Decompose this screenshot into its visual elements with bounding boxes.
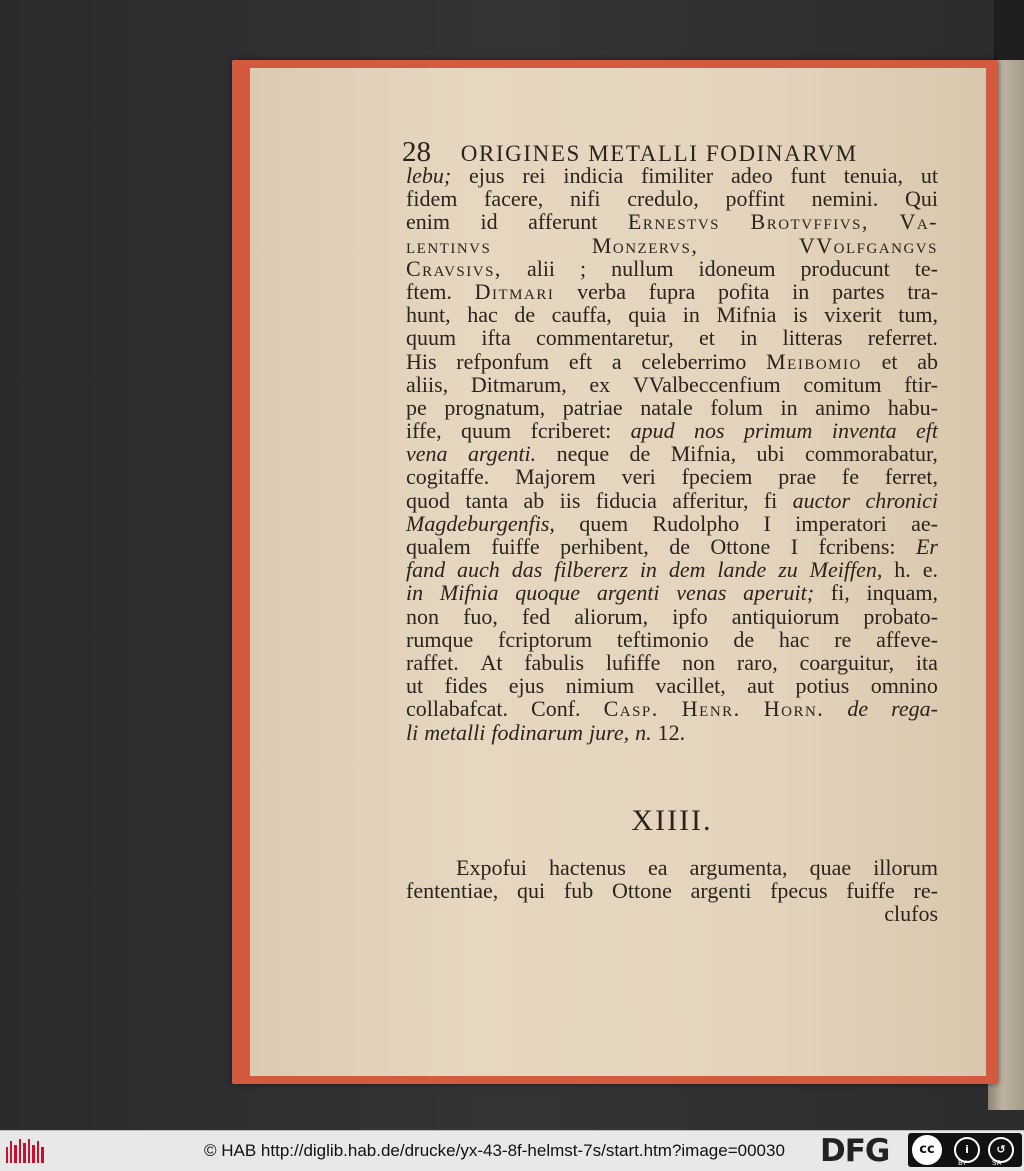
hab-logo-icon[interactable]	[6, 1137, 46, 1165]
word: indicia	[563, 163, 624, 188]
text-line	[406, 164, 938, 187]
word: Meiffen,	[809, 557, 883, 583]
word: ab	[917, 348, 938, 374]
word: commentaretur,	[535, 325, 674, 351]
word: dem	[668, 557, 706, 583]
word: hac	[778, 626, 810, 652]
text-line	[406, 605, 938, 628]
body-text	[406, 164, 938, 744]
word: credulo,	[627, 186, 699, 212]
word: Conf.	[531, 696, 581, 722]
word: chronici	[865, 487, 938, 513]
word: fi,	[830, 580, 850, 606]
word: pe	[406, 394, 427, 420]
word: patriae	[562, 394, 623, 420]
word: quum	[406, 325, 457, 351]
text-line	[406, 257, 938, 280]
text-line	[406, 373, 938, 396]
section-heading: XIIII.	[631, 804, 713, 837]
word: auctor	[792, 487, 851, 513]
section-text	[406, 856, 938, 926]
word: Qui	[904, 186, 938, 212]
word: fabulis	[524, 649, 585, 675]
word: funt	[790, 163, 826, 188]
viewer-footer	[0, 1130, 1024, 1171]
word: nullum	[611, 255, 674, 281]
word: non	[406, 603, 439, 629]
word: ftem.	[406, 278, 452, 304]
word: tanta	[465, 487, 509, 513]
word: ejus	[508, 673, 545, 699]
word: de	[733, 626, 755, 652]
word: nos	[694, 418, 725, 444]
word: ipfo	[672, 603, 708, 629]
word: fi	[763, 487, 778, 513]
text-line	[406, 210, 938, 233]
word: ejus	[469, 163, 505, 188]
page-number: 28	[402, 136, 431, 168]
word: qui	[517, 878, 546, 904]
word: Horn.	[763, 696, 825, 722]
word: fuo,	[463, 603, 498, 629]
word: facere,	[484, 186, 544, 212]
word: de	[514, 302, 536, 328]
dfg-logo[interactable]: DFG	[820, 1133, 890, 1169]
word: 12.	[657, 719, 686, 745]
word: Rudolpho	[652, 510, 740, 536]
word: n.	[635, 719, 652, 745]
word: prognatum,	[444, 394, 546, 420]
word: natale	[640, 394, 693, 420]
text-line	[406, 902, 938, 925]
word: probato-	[863, 603, 938, 629]
word: re-	[913, 878, 938, 904]
word: aliorum,	[574, 603, 649, 629]
text-line	[406, 721, 938, 744]
word: te-	[914, 255, 938, 281]
word: imperatori	[795, 510, 887, 536]
word: verba	[577, 278, 626, 304]
word: li	[406, 719, 419, 745]
word: raffet.	[406, 649, 459, 675]
text-line	[406, 856, 938, 879]
word: perhibent,	[560, 534, 649, 559]
word: VVolfgangvs	[798, 232, 938, 258]
running-title: ORIGINES METALLI FODINARVM	[460, 141, 858, 166]
word: ftir-	[904, 371, 938, 397]
word: zu	[778, 557, 798, 583]
word: adeo	[731, 163, 773, 188]
word: tra-	[907, 278, 938, 304]
text-line	[406, 350, 938, 373]
word: fed	[522, 603, 551, 629]
word: ;	[580, 255, 587, 281]
cc-license-badge[interactable]	[908, 1133, 1022, 1167]
word: inventa	[831, 418, 897, 444]
word: de	[629, 441, 651, 467]
word: lufiffe	[605, 649, 661, 675]
word: argumenta,	[689, 855, 788, 880]
word: hac	[467, 302, 498, 328]
text-line	[406, 651, 938, 674]
word: enim	[406, 209, 450, 235]
word: Ernestvs	[627, 209, 721, 235]
word: de	[847, 696, 869, 722]
word: illorum	[873, 855, 938, 880]
word: fe	[841, 464, 860, 490]
text-line	[406, 442, 938, 465]
word: quem	[579, 510, 629, 536]
word: in	[639, 557, 657, 583]
text-line	[406, 465, 938, 488]
word: quoque	[515, 580, 581, 606]
word: fpecus	[770, 878, 828, 904]
word: commorabatur,	[805, 441, 938, 467]
text-line	[406, 326, 938, 349]
word: folum	[710, 394, 763, 420]
word: prae	[778, 464, 817, 490]
word: nemini.	[811, 186, 879, 212]
word: apud	[630, 418, 675, 444]
word: fidem	[406, 186, 458, 212]
text-line	[406, 280, 938, 303]
word: rei	[522, 163, 546, 188]
word: ae-	[911, 510, 938, 536]
word: ubi	[756, 441, 785, 467]
text-line	[406, 558, 938, 581]
word: teftimonio	[616, 626, 709, 652]
word: fcribens:	[818, 534, 896, 559]
word: fcriptorum	[498, 626, 593, 652]
word: das	[511, 557, 543, 583]
word: fodinarum	[491, 719, 584, 745]
word: iffe,	[406, 418, 442, 444]
word: hactenus	[548, 855, 626, 880]
word: habu-	[887, 394, 938, 420]
word: antiquiorum	[731, 603, 840, 629]
word: refponfum	[456, 348, 550, 374]
word: lande	[717, 557, 767, 583]
word: rega-	[891, 696, 938, 722]
word: argenti	[596, 580, 660, 606]
word: ex	[589, 371, 611, 397]
word: Magdeburgenfis,	[406, 510, 555, 536]
word: in	[682, 302, 700, 328]
word: omnino	[870, 673, 938, 699]
word: ab	[523, 487, 545, 513]
book-binding	[994, 0, 1024, 60]
word: id	[480, 209, 498, 235]
text-line	[406, 419, 938, 442]
word: cogitaffe.	[406, 464, 490, 490]
word: fuiffe	[491, 534, 540, 559]
text-line	[406, 303, 938, 326]
text-line	[406, 581, 938, 604]
word: cauffa,	[551, 302, 612, 328]
word: in	[780, 394, 798, 420]
text-line	[406, 512, 938, 535]
word: neque	[556, 441, 610, 467]
share-alike-icon: ↺	[988, 1137, 1014, 1163]
footer-credit-link[interactable]: © HAB http://diglib.hab.de/drucke/yx-43-8f-helmst-7s/start.htm?image=00030	[204, 1141, 785, 1160]
word: idoneum	[698, 255, 776, 281]
word: referret.	[867, 325, 938, 351]
word: ut	[406, 673, 424, 699]
word: partes	[832, 278, 885, 304]
word: VValbeccenfium	[632, 371, 781, 397]
word: is	[792, 302, 808, 328]
word: I	[790, 534, 799, 559]
text-line	[406, 535, 938, 558]
license-sa-label: SA	[992, 1159, 1002, 1167]
word: tum,	[898, 302, 938, 328]
word: qualem	[406, 534, 471, 559]
word: et	[699, 325, 715, 351]
word: alii	[526, 255, 556, 281]
word: Majorem	[515, 464, 596, 490]
word: aperuit;	[743, 580, 815, 606]
text-line	[406, 628, 938, 651]
word: fententiae,	[406, 878, 499, 904]
word: quod	[406, 487, 450, 513]
word: affeve-	[876, 626, 938, 652]
word: nimium	[565, 673, 635, 699]
word: in	[406, 580, 424, 606]
text-line	[406, 879, 938, 902]
word: vena	[406, 441, 448, 467]
word: fand	[406, 557, 446, 583]
word: non	[682, 649, 716, 675]
word: Henr.	[681, 696, 741, 722]
word: Mifnia	[439, 580, 499, 606]
word: h.	[894, 557, 911, 583]
word: jure,	[589, 719, 630, 745]
word: quum	[461, 418, 512, 444]
word: Mifnia,	[670, 441, 737, 467]
word: Brotvffivs,	[750, 209, 869, 235]
word: hunt,	[406, 302, 451, 328]
word: rumque	[406, 626, 474, 652]
word: aut	[747, 673, 775, 699]
word: Er	[915, 534, 938, 559]
word: At	[480, 649, 503, 675]
word: comitum	[803, 371, 882, 397]
word: argenti.	[467, 441, 537, 467]
word: potius	[795, 673, 850, 699]
word: Ottone	[611, 878, 672, 904]
text-line	[406, 234, 938, 257]
word: fides	[444, 673, 488, 699]
word: lebu;	[406, 163, 452, 188]
word: fuiffe	[846, 878, 895, 904]
word: in	[740, 325, 758, 351]
word: lentinvs	[406, 232, 492, 258]
word: iis	[559, 487, 581, 513]
word: producunt	[800, 255, 890, 281]
word: Monzervs,	[591, 232, 699, 258]
word: His	[406, 348, 437, 374]
word: auch	[457, 557, 500, 583]
word: poffint	[725, 186, 785, 212]
word: ferret,	[884, 464, 938, 490]
word: Expofui	[456, 855, 527, 880]
word: pofita	[718, 278, 770, 304]
word: primum	[743, 418, 813, 444]
word: fpeciem	[681, 464, 753, 490]
word: metalli	[424, 719, 486, 745]
word: vacillet,	[655, 673, 726, 699]
word: ifta	[481, 325, 511, 351]
word: tenuia,	[843, 163, 903, 188]
word: nifi	[569, 186, 601, 212]
word: celeberrimo	[641, 348, 747, 374]
word: clufos	[884, 901, 938, 927]
word: fcriberet:	[530, 418, 612, 444]
word: quia	[628, 302, 667, 328]
word: fub	[563, 878, 594, 904]
word: litteras	[782, 325, 843, 351]
word: in	[792, 278, 810, 304]
word: argenti	[690, 878, 752, 904]
word: eft	[916, 418, 938, 444]
text-line	[406, 697, 938, 720]
word: collabafcat.	[406, 696, 508, 722]
word: Ditmarum,	[470, 371, 567, 397]
word: I	[763, 510, 771, 536]
word: de	[669, 534, 690, 559]
word: a	[611, 348, 622, 374]
word: e.	[922, 557, 938, 583]
word: Meibomio	[766, 348, 862, 374]
word: eft	[568, 348, 593, 374]
word: afferunt	[528, 209, 598, 235]
word: filbererz	[554, 557, 628, 583]
word: aliis,	[406, 371, 449, 397]
word: vixerit	[824, 302, 882, 328]
word: Va-	[899, 209, 938, 235]
license-by-label: BY	[958, 1159, 967, 1167]
word: fimiliter	[641, 163, 714, 188]
word: Mifnia	[716, 302, 777, 328]
word: afferitur,	[672, 487, 749, 513]
word: inquam,	[866, 580, 938, 606]
word: Ottone	[710, 534, 771, 559]
word: re	[834, 626, 852, 652]
attribution-icon: i	[954, 1137, 980, 1163]
text-line	[406, 674, 938, 697]
cc-icon: cc	[912, 1135, 942, 1165]
word: ea	[647, 855, 668, 880]
word: raro,	[736, 649, 778, 675]
word: veri	[621, 464, 656, 490]
word: fupra	[648, 278, 696, 304]
word: Cravsivs,	[406, 255, 502, 281]
word: venas	[676, 580, 727, 606]
word: Casp.	[603, 696, 659, 722]
text-line	[406, 396, 938, 419]
word: et	[881, 348, 898, 374]
word: Ditmari	[474, 278, 555, 304]
text-line	[406, 489, 938, 512]
word: ita	[915, 649, 938, 675]
word: quae	[809, 855, 852, 880]
word: fiducia	[595, 487, 657, 513]
text-line	[406, 187, 938, 210]
word: ut	[920, 163, 938, 188]
word: coarguitur,	[799, 649, 895, 675]
word: animo	[815, 394, 871, 420]
